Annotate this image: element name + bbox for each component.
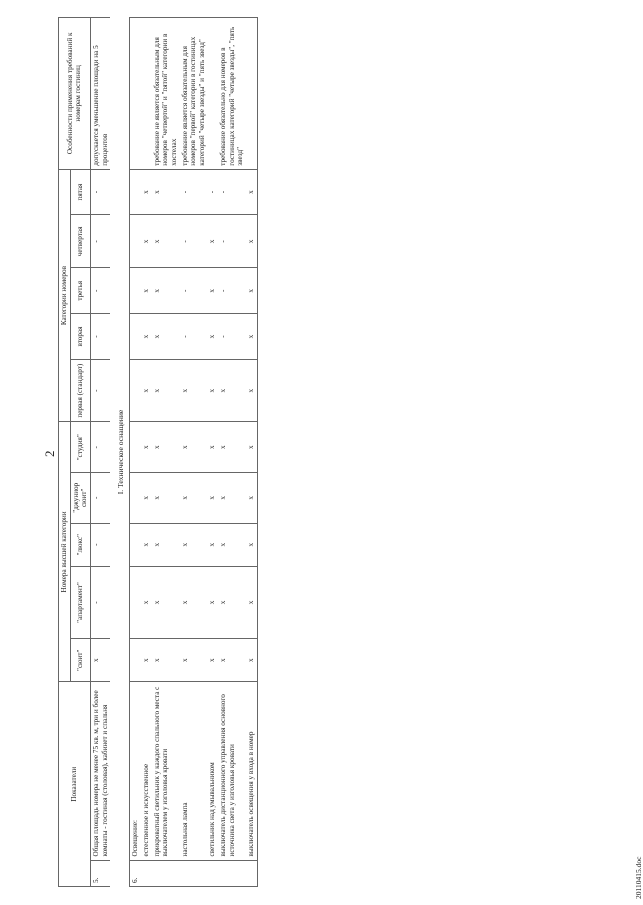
cell-mark: x [207, 639, 218, 682]
cell-mark: x [141, 268, 152, 314]
cell-mark [130, 268, 141, 314]
cell-mark: x [246, 639, 257, 682]
cell-mark: x [141, 169, 152, 215]
row-note: допускается уменьшение площади на 5 процентов [90, 18, 110, 170]
cell-mark: x [180, 473, 208, 524]
header-category-group: Категории номеров [59, 169, 71, 422]
cell-mark: x [141, 422, 152, 473]
cell-mark [130, 314, 141, 360]
row-note: требование не является обязательным для номеров "четвертой" и "пятой" категории в хостелах [152, 18, 180, 170]
cell-mark: - [90, 523, 110, 566]
row-label: Общая площадь номера не менее 75 кв. м, три и более комнаты - гостиная (столовая), кабинет и спальня [90, 682, 110, 860]
table-row [90, 18, 110, 887]
cell-mark: x [152, 314, 180, 360]
cell-mark: - [207, 169, 218, 215]
cell-mark: x [207, 359, 218, 422]
cell-mark: - [218, 169, 246, 215]
row-note [246, 18, 257, 170]
cell-mark: - [90, 215, 110, 268]
table-row [130, 18, 141, 887]
table-row [246, 18, 257, 887]
row-number [141, 860, 152, 886]
cell-mark: x [207, 566, 218, 638]
cell-mark [130, 169, 141, 215]
row-label: выключатель освещения у входа в номер [246, 682, 257, 860]
table-row [152, 18, 180, 887]
cell-mark: - [218, 314, 246, 360]
table-row [180, 18, 208, 887]
cell-mark: - [90, 268, 110, 314]
cell-mark: x [152, 268, 180, 314]
cell-mark: - [90, 359, 110, 422]
cell-mark: x [180, 422, 208, 473]
column-header: "апартамент" [70, 566, 90, 638]
cell-mark: x [141, 359, 152, 422]
cell-mark: - [180, 314, 208, 360]
row-note [207, 18, 218, 170]
cell-mark: x [152, 169, 180, 215]
row-number [218, 860, 246, 886]
row-number: 6. [130, 860, 141, 886]
row-note: требование обязательно для номеров в гостиницах категорий "четыре звезды", "пять звезд" [218, 18, 246, 170]
row-number [152, 860, 180, 886]
cell-mark: x [218, 422, 246, 473]
cell-mark: x [246, 169, 257, 215]
column-header: "студия" [70, 422, 90, 473]
cell-mark: x [246, 359, 257, 422]
cell-mark: - [180, 169, 208, 215]
cell-mark: x [218, 473, 246, 524]
column-header: третья [70, 268, 90, 314]
cell-mark [130, 523, 141, 566]
cell-mark [130, 566, 141, 638]
page-number: 2 [42, 450, 57, 457]
section-heading: I. Техническое оснащение [116, 409, 126, 495]
cell-mark: - [180, 268, 208, 314]
cell-mark [130, 639, 141, 682]
cell-mark: x [141, 215, 152, 268]
table-row [141, 18, 152, 887]
section-heading-row [110, 18, 130, 887]
header-features: Особенности применения требований к номерам гостиниц [59, 18, 91, 170]
cell-mark: x [141, 523, 152, 566]
cell-mark: - [180, 215, 208, 268]
cell-mark: x [246, 268, 257, 314]
cell-mark: x [152, 359, 180, 422]
row-label: светильник над умывальником [207, 682, 218, 860]
cell-mark: x [141, 473, 152, 524]
cell-mark: x [218, 523, 246, 566]
cell-mark: x [152, 215, 180, 268]
cell-mark: x [246, 523, 257, 566]
cell-mark [130, 215, 141, 268]
cell-mark [130, 473, 141, 524]
cell-mark: x [180, 639, 208, 682]
cell-mark: - [90, 314, 110, 360]
cell-mark: - [90, 473, 110, 524]
table-row [207, 18, 218, 887]
row-number [207, 860, 218, 886]
column-header: пятая [70, 169, 90, 215]
row-number: 5. [90, 860, 110, 886]
cell-mark: x [246, 473, 257, 524]
row-note [130, 18, 141, 170]
row-note: требование является обязательным для номеров "первой" категории в гостиницах категорий "четыре звезды" и "пять звезд" [180, 18, 208, 170]
table-row [218, 18, 246, 887]
cell-mark: x [152, 422, 180, 473]
cell-mark: x [218, 639, 246, 682]
row-number [180, 860, 208, 886]
column-header: "джуниор сюит" [70, 473, 90, 524]
column-header: "люкс" [70, 523, 90, 566]
cell-mark: - [90, 169, 110, 215]
cell-mark: - [90, 422, 110, 473]
cell-mark: x [141, 314, 152, 360]
cell-mark: x [141, 566, 152, 638]
row-label: Освещение: [130, 682, 141, 860]
cell-mark: x [246, 422, 257, 473]
cell-mark: x [180, 566, 208, 638]
cell-mark: x [246, 215, 257, 268]
row-label: выключатель дистанционного управления основного источника света у изголовья кровати [218, 682, 246, 860]
cell-mark [130, 359, 141, 422]
cell-mark: - [218, 268, 246, 314]
file-name: 20110415.doc [634, 856, 643, 899]
row-label: естественное и искусственное [141, 682, 152, 860]
cell-mark: x [180, 359, 208, 422]
cell-mark: x [207, 314, 218, 360]
cell-mark: x [90, 639, 110, 682]
cell-mark: x [207, 422, 218, 473]
cell-mark: x [207, 473, 218, 524]
cell-mark: x [152, 566, 180, 638]
cell-mark: x [152, 639, 180, 682]
column-header: вторая [70, 314, 90, 360]
row-note [141, 18, 152, 170]
column-header: "сюит" [70, 639, 90, 682]
requirements-table [58, 17, 258, 887]
cell-mark: x [207, 523, 218, 566]
row-label: настольная лампа [180, 682, 208, 860]
cell-mark: x [218, 359, 246, 422]
cell-mark: x [246, 314, 257, 360]
column-header: четвертая [70, 215, 90, 268]
cell-mark: x [141, 639, 152, 682]
cell-mark: x [152, 473, 180, 524]
column-header: первая (стандарт) [70, 359, 90, 422]
row-number [246, 860, 257, 886]
cell-mark: x [207, 215, 218, 268]
cell-mark: - [218, 215, 246, 268]
cell-mark: x [180, 523, 208, 566]
header-top-group: Номера высшей категории [59, 422, 71, 682]
cell-mark: x [152, 523, 180, 566]
cell-mark: x [218, 566, 246, 638]
row-label: прикроватный светильник у каждого спального места с выключателем у изголовья кровати [152, 682, 180, 860]
cell-mark: x [207, 268, 218, 314]
cell-mark [130, 422, 141, 473]
header-indicator: Показатели [59, 682, 91, 887]
cell-mark: - [90, 566, 110, 638]
cell-mark: x [246, 566, 257, 638]
